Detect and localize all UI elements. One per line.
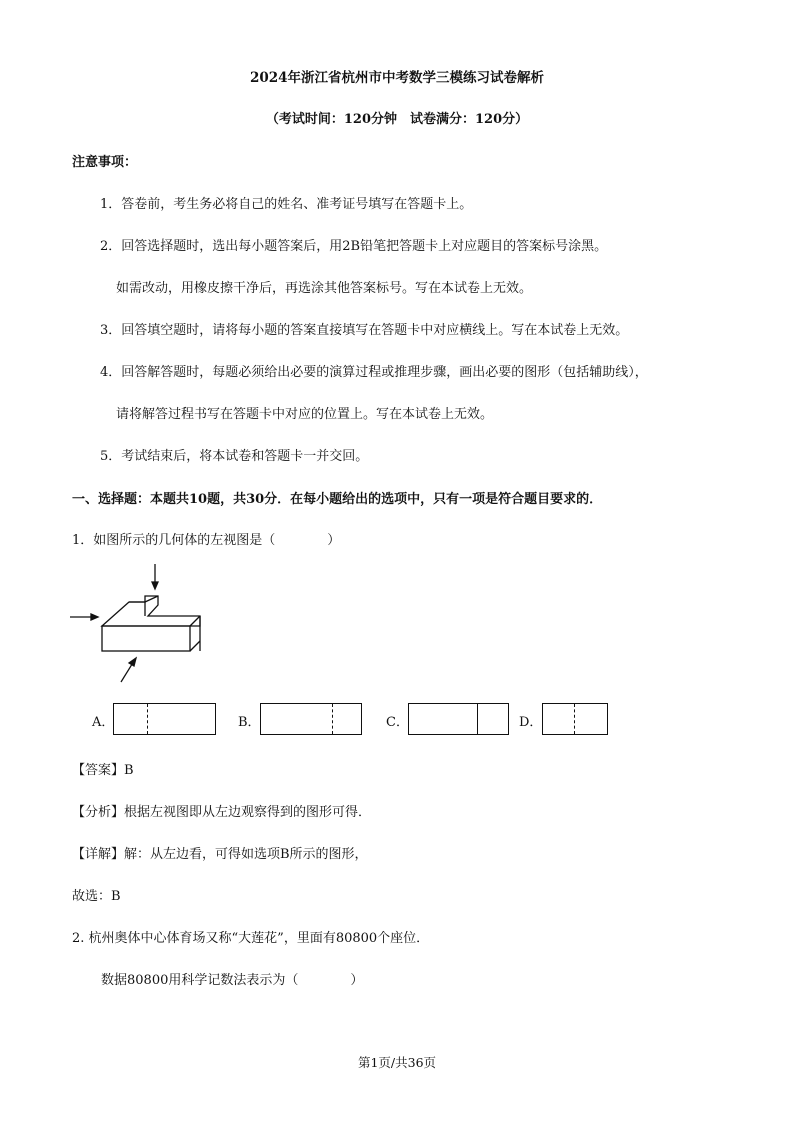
notice-item: 如需改动，用橡皮擦干净后，再选涂其他答案标号。写在本试卷上无效。 [116,281,533,296]
option-d-label: D． [519,715,543,730]
option-d-figure [542,703,608,735]
notice-item: 3．回答填空题时，请将每小题的答案直接填写在答题卡中对应横线上。写在本试卷上无效。 [100,323,629,338]
detail: 【详解】解：从左边看，可得如选项B所示的图形， [72,847,368,862]
notice-item: 1．答卷前，考生务必将自己的姓名、准考证号填写在答题卡上。 [100,197,473,212]
choice: 故选：B [72,889,121,904]
option-a-figure [113,703,216,735]
option-c-label: C． [386,715,409,730]
question-2-stem: 2. 杭州奥体中心体育场又称“大莲花”，里面有80800个座位． [72,931,430,946]
section-heading: 一、选择题：本题共10题，共30分．在每小题给出的选项中，只有一项是符合题目要求的． [72,492,603,507]
option-b-figure [260,703,362,735]
page-number: 第1页/共36页 [357,1055,437,1070]
notice-item: 5．考试结束后，将本试卷和答题卡一并交回。 [100,449,369,464]
notice-heading: 注意事项： [72,155,138,170]
answer: 【答案】B [72,763,134,778]
notice-item: 请将解答过程书写在答题卡中对应的位置上。写在本试卷上无效。 [116,407,494,422]
notice-item: 4．回答解答题时，每题必须给出必要的演算过程或推理步骤，画出必要的图形（包括辅助线）， [100,365,648,380]
exam-info: （考试时间：120分钟 试卷满分：120分） [265,112,529,127]
solid-figure [66,562,226,692]
analysis: 【分析】根据左视图即从左边观察得到的图形可得． [72,805,372,820]
option-b-label: B． [238,715,261,730]
question-2-sub: 数据80800用科学记数法表示为（ ） [101,973,364,988]
option-a-label: A． [92,715,115,730]
page-title: 2024年浙江省杭州市中考数学三模练习试卷解析 [249,70,545,86]
notice-item: 2．回答选择题时，选出每小题答案后，用2B铅笔把答题卡上对应题目的答案标号涂黑。 [100,239,608,254]
question-1-stem: 1．如图所示的几何体的左视图是（ ） [72,533,341,548]
option-c-figure [408,703,509,735]
